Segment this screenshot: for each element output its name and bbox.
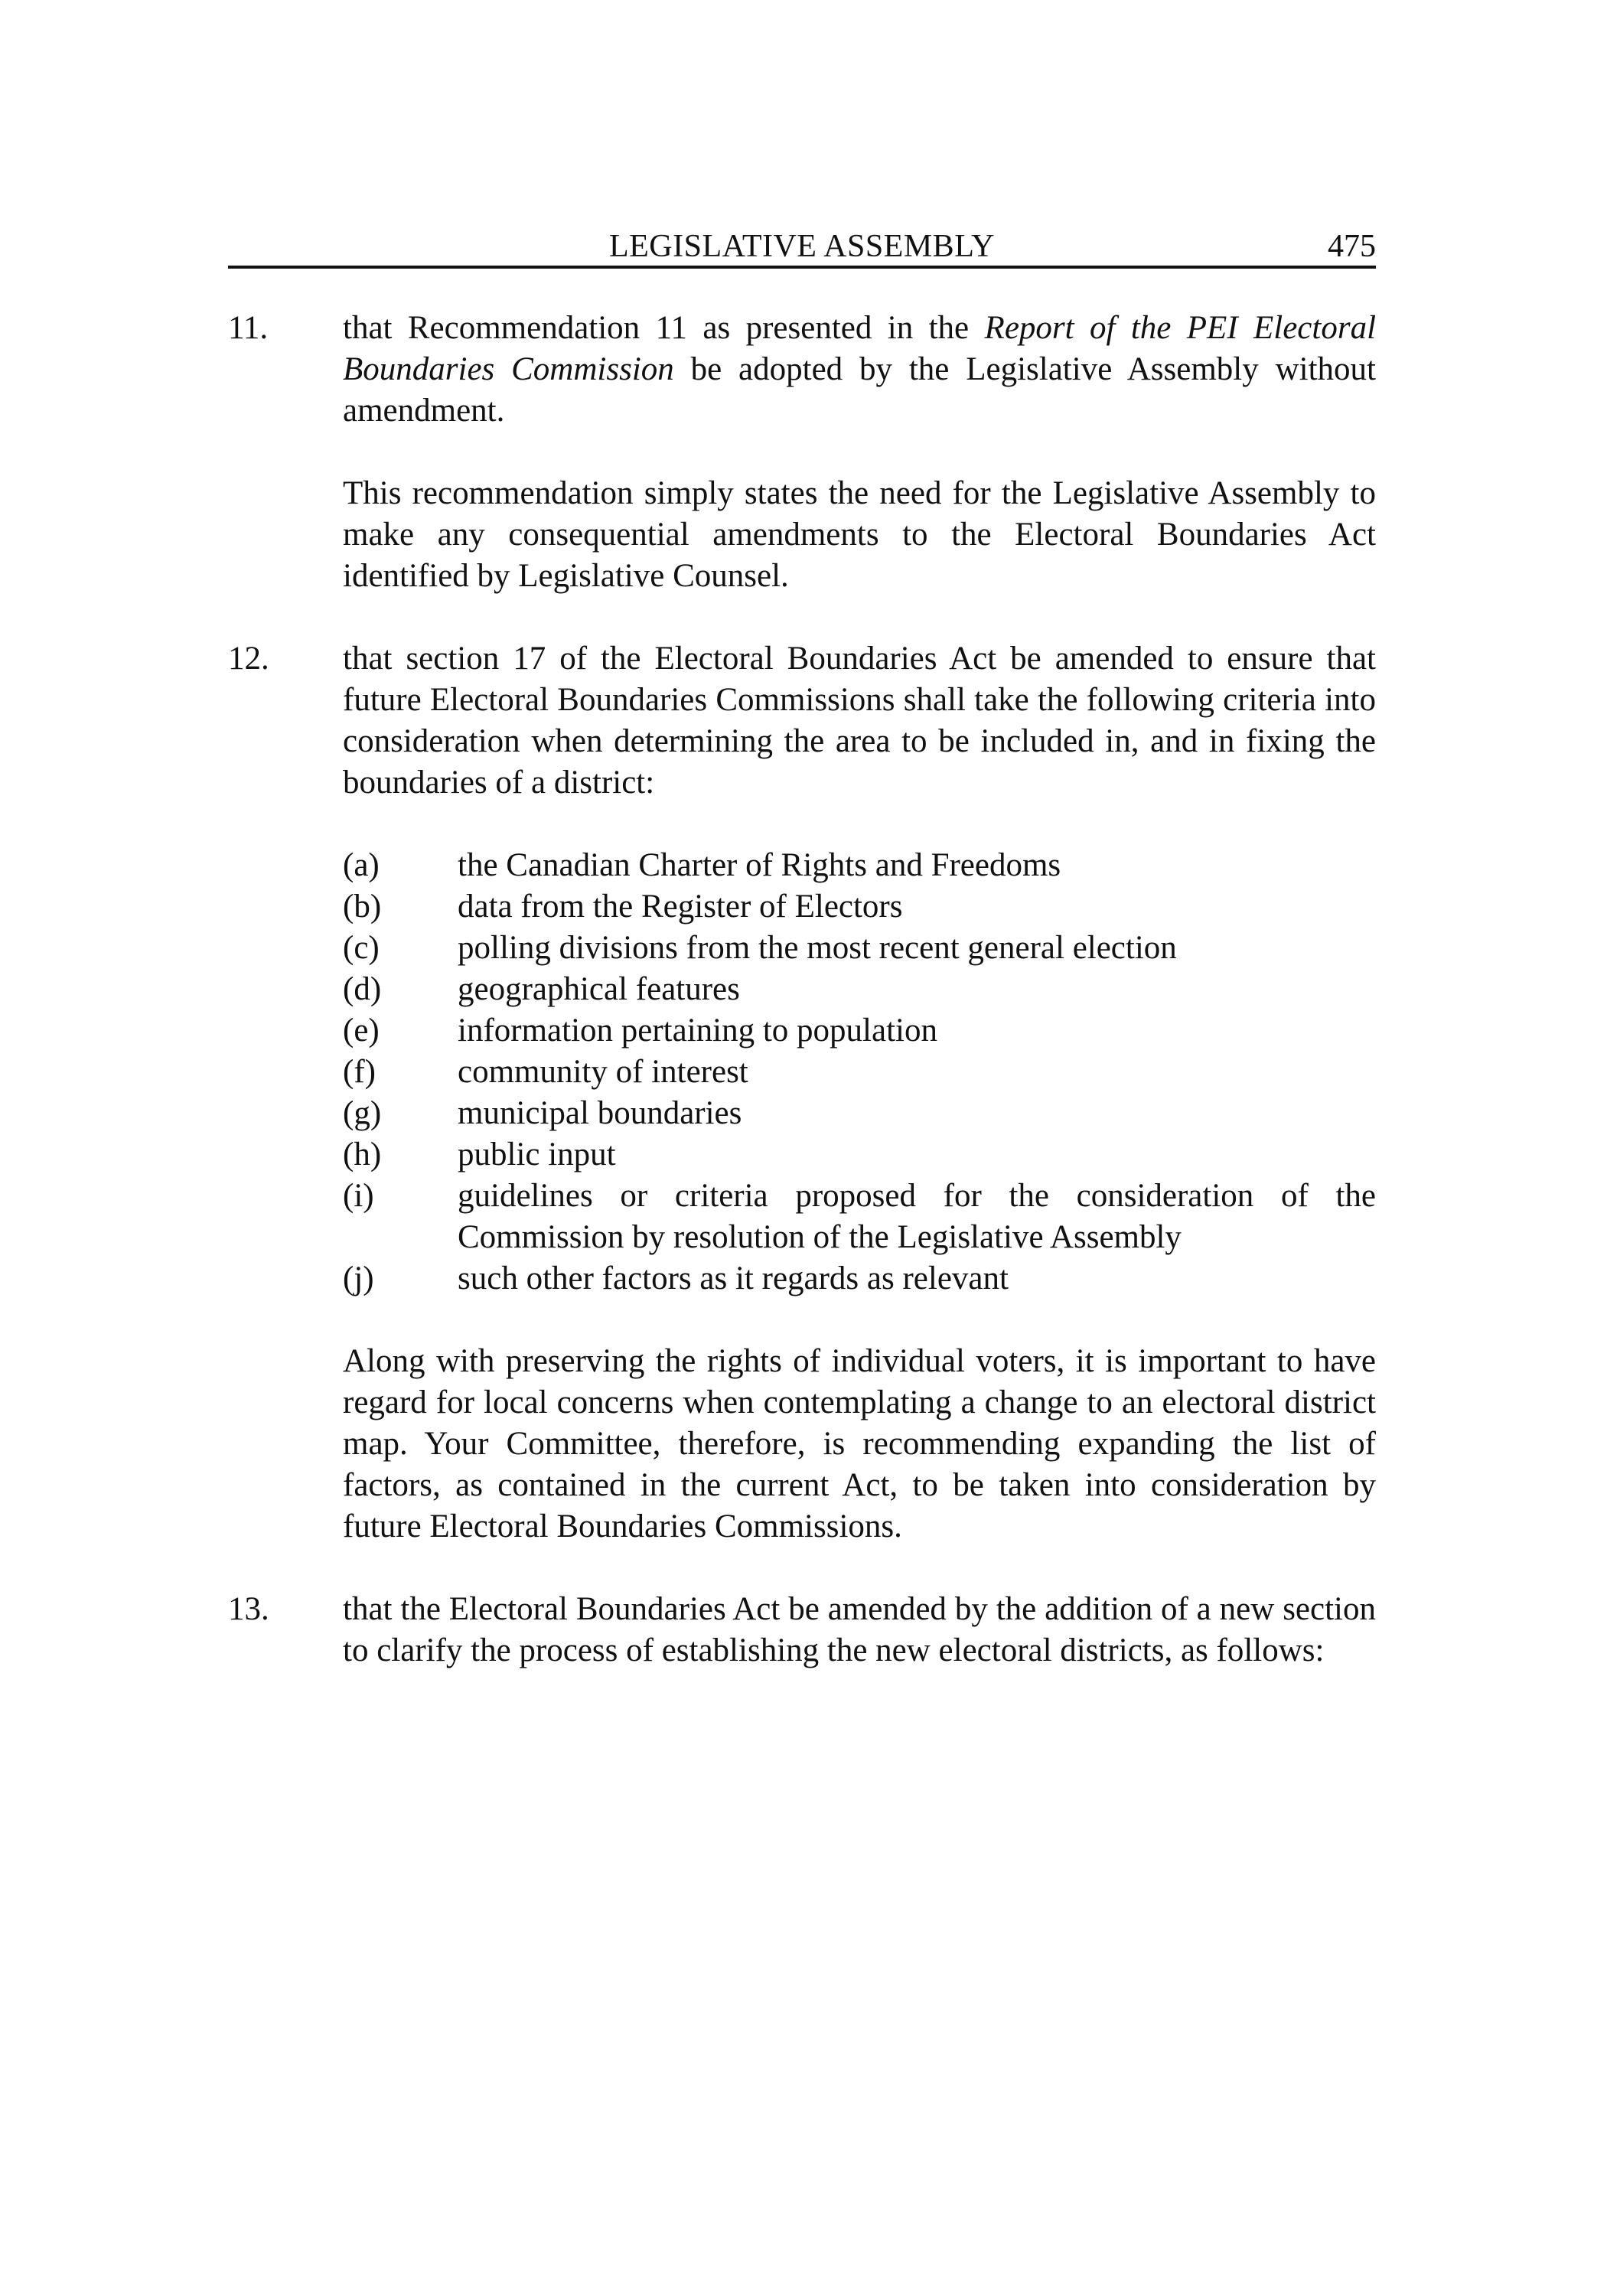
criteria-text: public input [458, 1137, 616, 1172]
criteria-item [343, 1010, 1376, 1052]
criteria-text: municipal boundaries [458, 1095, 742, 1131]
text-after: be adopted by the Legislative Assembly without amendment. [343, 351, 1376, 429]
criteria-text: information pertaining to population [458, 1013, 937, 1049]
page-header [228, 223, 1376, 269]
text-before: that Recommendation 11 as presented in the [343, 310, 985, 346]
criteria-marker: (g) [343, 1095, 382, 1131]
document-body [228, 308, 1376, 1713]
criteria-list [343, 845, 1376, 1300]
criteria-item [343, 928, 1376, 969]
criteria-marker: (i) [343, 1178, 374, 1214]
criteria-text: such other factors as it regards as relevant [458, 1261, 1009, 1296]
criteria-item [343, 969, 1376, 1010]
recommendation-text: that the Electoral Boundaries Act be amended by the addition of a new section to clarify the process of establishing the new electoral districts, as follows: [343, 1591, 1376, 1668]
criteria-marker: (e) [343, 1013, 380, 1049]
recommendation-item-12 [228, 638, 1376, 1548]
criteria-marker: (b) [343, 889, 382, 925]
criteria-marker: (f) [343, 1054, 376, 1090]
criteria-marker: (j) [343, 1261, 374, 1296]
item-number: 11. [228, 310, 269, 346]
recommendation-note: This recommendation simply states the need for the Legislative Assembly to make any consequential amendments to the Electoral Boundaries Act identified by Legislative Counsel. [343, 475, 1376, 594]
criteria-item [343, 1258, 1376, 1300]
criteria-item [343, 886, 1376, 928]
recommendation-text: that section 17 of the Electoral Boundaries Act be amended to ensure that future Electoral Boundaries Commissions shall take the following criteria into consideration when determining the area to be included in, and in fixing the boundaries of a district: [343, 641, 1376, 801]
item-number: 12. [228, 641, 269, 677]
page-number: 475 [1328, 229, 1376, 264]
criteria-marker: (h) [343, 1137, 382, 1172]
recommendation-text [343, 308, 1376, 432]
criteria-text: the Canadian Charter of Rights and Freedoms [458, 847, 1061, 883]
criteria-item [343, 1134, 1376, 1176]
item-number: 13. [228, 1591, 269, 1627]
criteria-text: polling divisions from the most recent general election [458, 930, 1177, 966]
criteria-text: guidelines or criteria proposed for the consideration of the Commission by resolution of the Legislative Assembly [458, 1178, 1376, 1255]
criteria-item [343, 845, 1376, 886]
criteria-marker: (c) [343, 930, 380, 966]
report-title: Report of the PEI Electoral Boundaries Commission [343, 310, 1377, 387]
criteria-text: data from the Register of Electors [458, 889, 903, 925]
header-rule [228, 266, 1376, 269]
criteria-text: community of interest [458, 1054, 748, 1090]
criteria-marker: (d) [343, 971, 382, 1007]
criteria-item [343, 1176, 1376, 1258]
criteria-item [343, 1093, 1376, 1134]
criteria-item [343, 1052, 1376, 1093]
recommendation-note: Along with preserving the rights of individual voters, it is important to have regard for local concerns when contemplating a change to an electoral district map. Your Committee, therefore, is recommending expanding the list of factors, as contained in the current Act, to be taken into consideration by future Electoral Boundaries Commissions. [343, 1343, 1376, 1544]
recommendation-item-11 [228, 308, 1376, 597]
header-title: LEGISLATIVE ASSEMBLY [609, 229, 995, 264]
criteria-marker: (a) [343, 847, 380, 883]
recommendation-item-13 [228, 1589, 1376, 1671]
criteria-text: geographical features [458, 971, 740, 1007]
